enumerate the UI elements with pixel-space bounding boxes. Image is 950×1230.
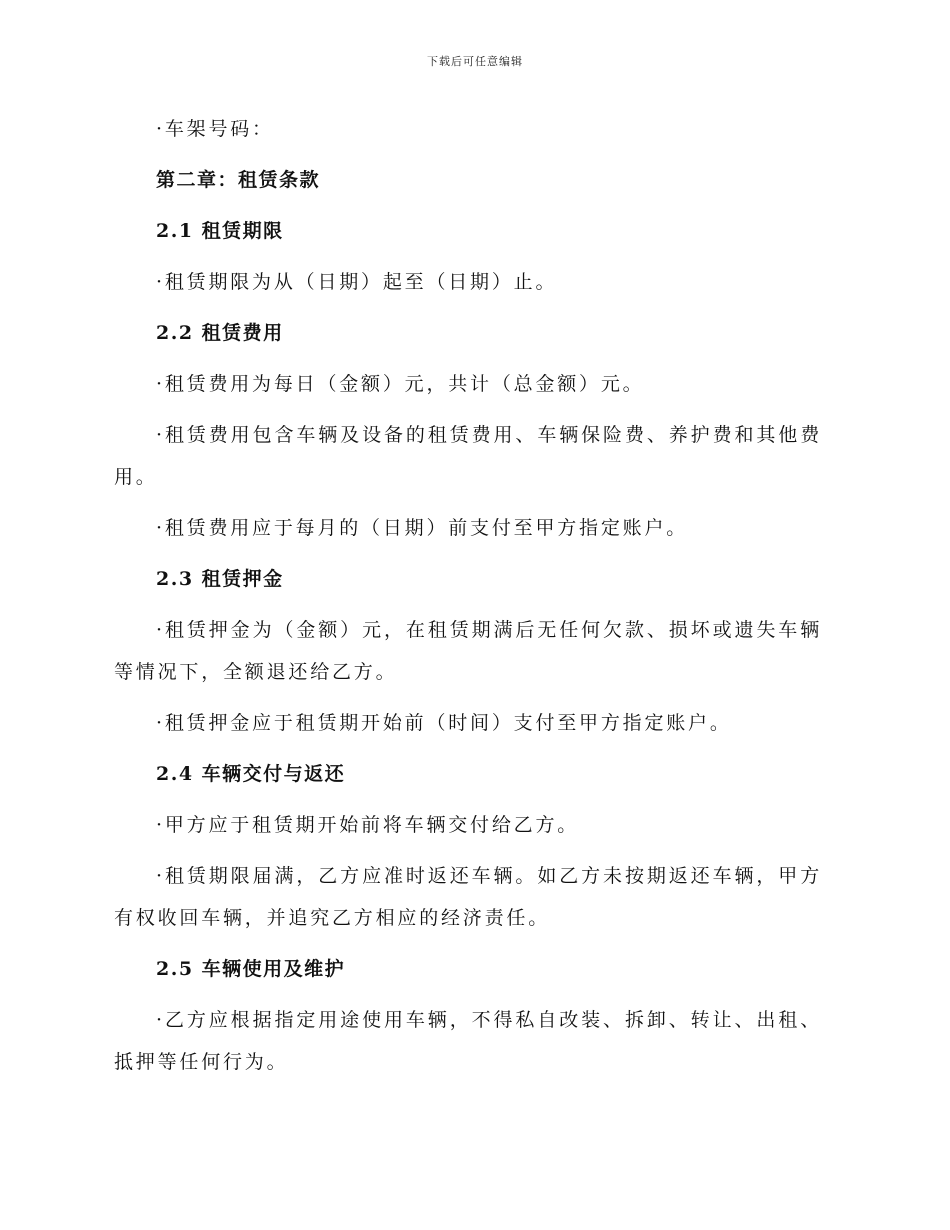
fee-amount-item: ·租赁费用为每日（金额）元，共计（总金额）元。 [156,373,645,395]
page-header: 下载后可任意编辑 [427,55,523,68]
chapter-2-title: 第二章：租赁条款 [156,169,321,191]
section-2-5-title: 2.5 车辆使用及维护 [156,958,346,980]
section-2-2-title: 2.2 租赁费用 [156,322,284,344]
deposit-payment-item: ·租赁押金应于租赁期开始前（时间）支付至甲方指定账户。 [156,712,732,734]
usage-item: ·乙方应根据指定用途使用车辆，不得私自改装、拆卸、转让、出租、抵押等任何行为。 [114,1009,822,1073]
return-item: ·租赁期限届满，乙方应准时返还车辆。如乙方未按期返还车辆，甲方有权收回车辆，并追究乙方相应的经济责任。 [114,865,822,929]
deposit-amount-item: ·租赁押金为（金额）元，在租赁期满后无任何欠款、损坏或遗失车辆等情况下，全额退还给乙方。 [114,619,822,683]
vin-item: ·车架号码： [156,118,274,140]
fee-payment-item: ·租赁费用应于每月的（日期）前支付至甲方指定账户。 [156,517,689,539]
section-2-4-title: 2.4 车辆交付与返还 [156,763,346,785]
section-2-3-title: 2.3 租赁押金 [156,568,284,590]
fee-scope-item: ·租赁费用包含车辆及设备的租赁费用、车辆保险费、养护费和其他费用。 [114,424,822,488]
lease-term-item: ·租赁期限为从（日期）起至（日期）止。 [156,271,558,293]
document-body [114,108,822,1092]
delivery-item: ·甲方应于租赁期开始前将车辆交付给乙方。 [156,814,580,836]
section-2-1-title: 2.1 租赁期限 [156,220,284,242]
